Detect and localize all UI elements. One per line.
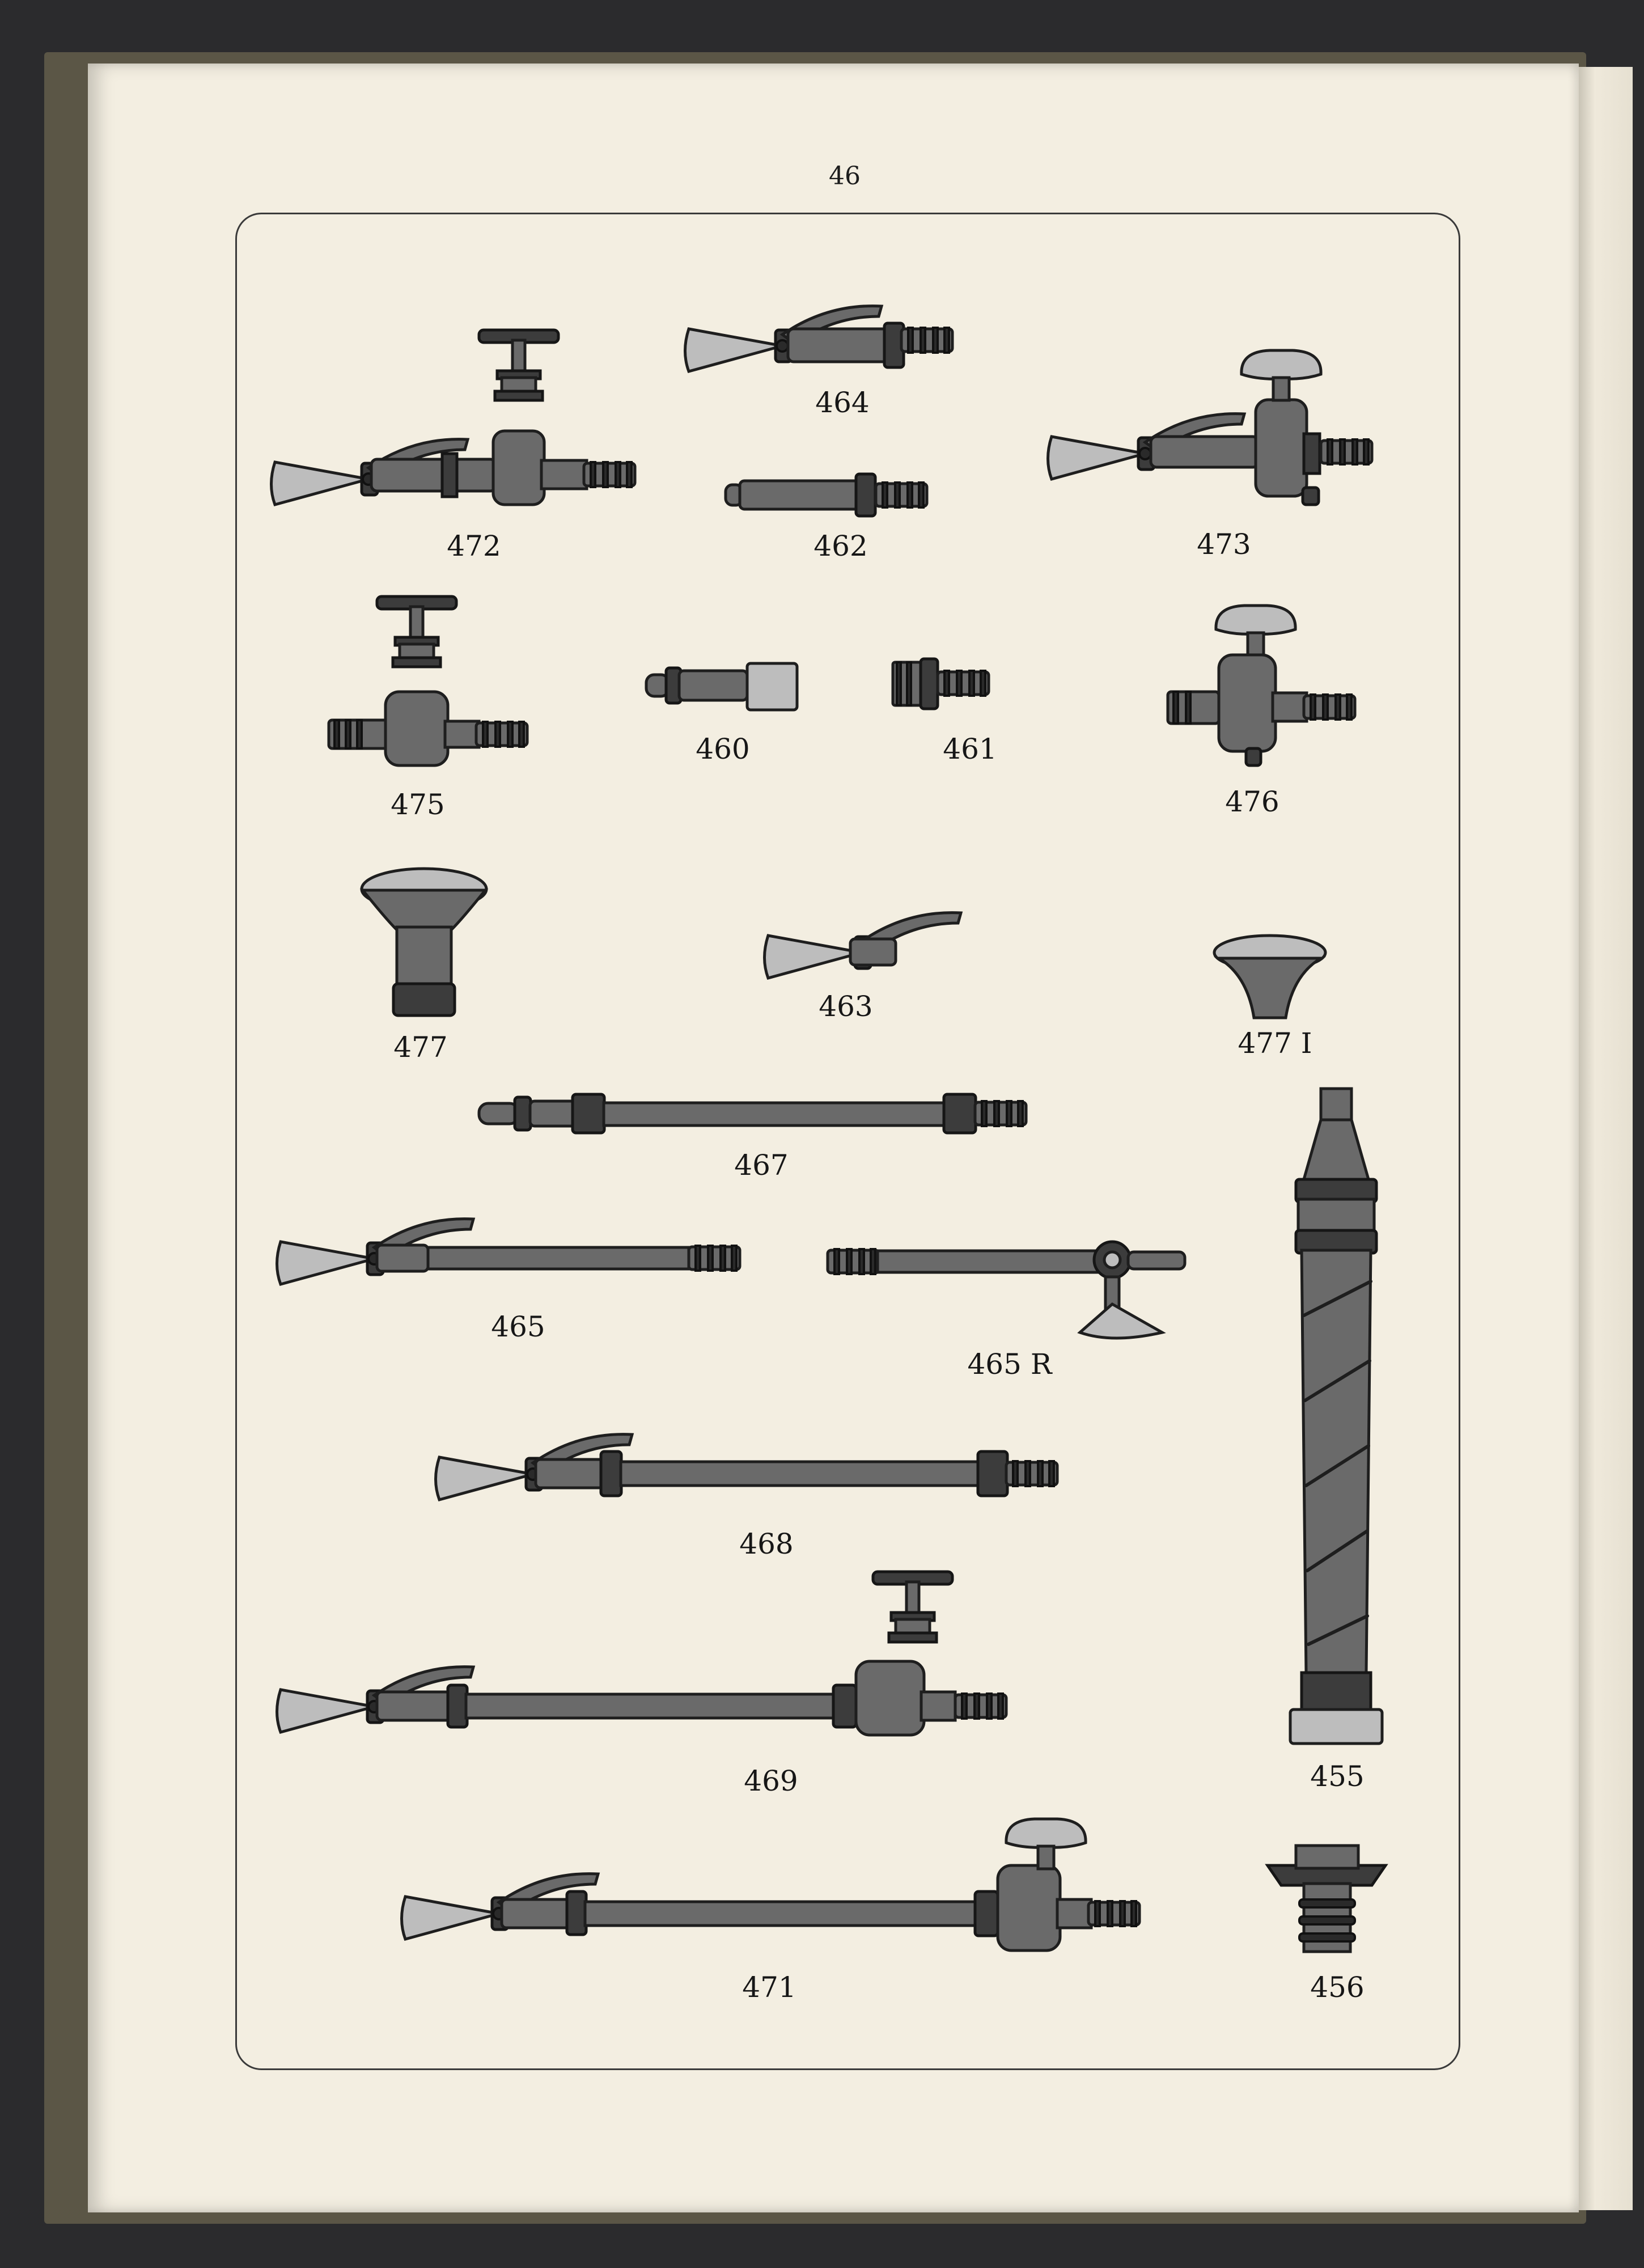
hose-coupling-456	[1268, 1846, 1385, 1952]
page-number: 46	[829, 162, 861, 191]
item-number-label: 464	[815, 386, 870, 419]
faucet-476	[1168, 606, 1355, 765]
faucet-pipe-471	[402, 1819, 1140, 1950]
faucet-475	[329, 596, 527, 765]
hose-connector-462	[726, 474, 927, 516]
rose-pipe-465-r	[828, 1242, 1185, 1338]
faucet-472	[272, 330, 635, 505]
hose-connector-460	[646, 663, 797, 710]
item-number-label: 471	[742, 1971, 796, 2004]
fire-branch-pipe-455	[1290, 1089, 1382, 1744]
nozzle-pipe-465	[277, 1219, 740, 1284]
item-number-label: 469	[744, 1765, 798, 1797]
faucet-473	[1048, 350, 1372, 505]
item-number-label: 462	[813, 530, 868, 562]
item-number-label: 465	[491, 1310, 545, 1343]
item-number-label: 455	[1310, 1760, 1365, 1793]
nozzle-464	[685, 306, 953, 371]
rose-nozzle-477-i	[1214, 936, 1325, 1018]
item-number-label: 477	[393, 1031, 448, 1064]
hose-connector-461	[893, 659, 989, 709]
item-number-label: 468	[739, 1527, 794, 1560]
item-number-label: 473	[1197, 528, 1251, 561]
item-number-label: 475	[391, 788, 445, 821]
item-number-label: 477 I	[1238, 1027, 1312, 1060]
nozzle-pipe-468	[436, 1435, 1058, 1500]
rose-nozzle-477	[362, 869, 486, 1015]
hose-pipe-467	[479, 1094, 1026, 1133]
spout-lever-463	[765, 913, 961, 978]
item-number-label: 467	[734, 1149, 789, 1182]
item-number-label: 472	[447, 530, 501, 562]
faucet-pipe-469	[277, 1572, 1007, 1735]
item-number-label: 476	[1225, 785, 1279, 818]
item-number-label: 465 R	[967, 1348, 1052, 1381]
item-number-label: 461	[943, 733, 997, 765]
item-number-label: 456	[1310, 1971, 1365, 2004]
item-number-label: 460	[696, 733, 750, 765]
item-number-label: 463	[819, 990, 873, 1023]
